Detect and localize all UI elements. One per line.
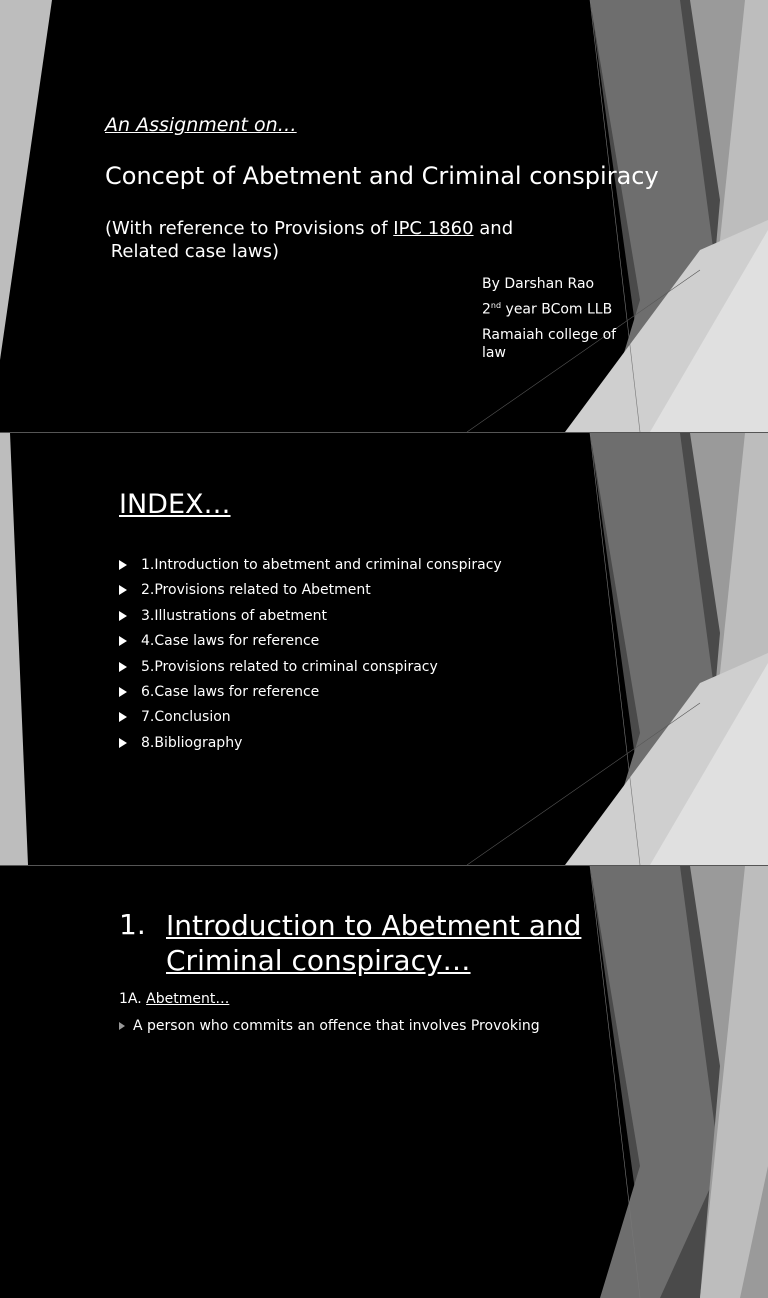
list-item-label: 2.Provisions related to Abetment [141,582,371,599]
bullet-arrow-icon [119,560,127,570]
author-year [482,301,612,318]
section-number: 1. [119,908,146,941]
abetment-link[interactable]: Abetment… [146,991,230,1007]
list-item-label: 8.Bibliography [141,734,243,751]
bullet-arrow-icon [119,712,127,722]
year-suffix: nd [490,301,502,310]
reference-prefix: (With reference to Provisions of [105,218,394,239]
section-heading-line-1: Introduction to Abetment and [166,909,582,942]
intro-paragraph [119,1016,649,1036]
author-name: By Darshan Rao [482,276,595,292]
list-item-label: 3.Illustrations of abetment [141,607,327,624]
reference-line-2: Related case laws) [105,241,280,262]
index-slide [0,433,768,865]
bullet-arrow-icon [119,687,127,697]
section-heading-line-2: Criminal conspiracy… [166,944,471,977]
index-heading: INDEX… [119,489,231,520]
subsection-prefix: 1A. [119,991,147,1007]
subsection-heading [119,991,229,1007]
reference-line-1 [105,218,513,239]
list-item-label: 4.Case laws for reference [141,633,320,650]
assignment-subtitle: An Assignment on… [105,114,297,136]
list-item[interactable] [119,680,502,705]
paragraph-text: A person who commits an offence that involves Provoking [133,1018,540,1034]
author-college: Ramaiah college of law [482,327,617,361]
bullet-arrow-icon [119,585,127,595]
list-item-label: 5.Provisions related to criminal conspiracy [141,658,438,675]
list-item[interactable] [119,553,502,578]
slide-title: Concept of Abetment and Criminal conspiracy [105,162,659,190]
intro-slide [0,866,768,1034]
year-number: 2 [482,301,491,318]
list-item[interactable] [119,655,502,680]
decorative-triangles [0,0,768,432]
ipc-link[interactable]: IPC 1860 [393,218,474,239]
title-slide [0,0,768,432]
bullet-arrow-icon [119,636,127,646]
bullet-arrow-icon [119,611,127,621]
bullet-arrow-icon [119,1022,125,1030]
list-item[interactable] [119,629,502,654]
list-item-label: 1.Introduction to abetment and criminal conspiracy [141,557,502,573]
list-item[interactable] [119,705,502,730]
bullet-arrow-icon [119,738,127,748]
bullet-arrow-icon [119,662,127,672]
list-item-label: 6.Case laws for reference [141,683,320,700]
year-course: year BCom LLB [501,301,613,318]
list-item[interactable] [119,604,502,629]
list-item[interactable] [119,578,502,603]
list-item-label: 7.Conclusion [141,709,231,726]
reference-suffix: and [473,218,514,239]
index-list [119,553,502,756]
list-item[interactable] [119,731,502,756]
